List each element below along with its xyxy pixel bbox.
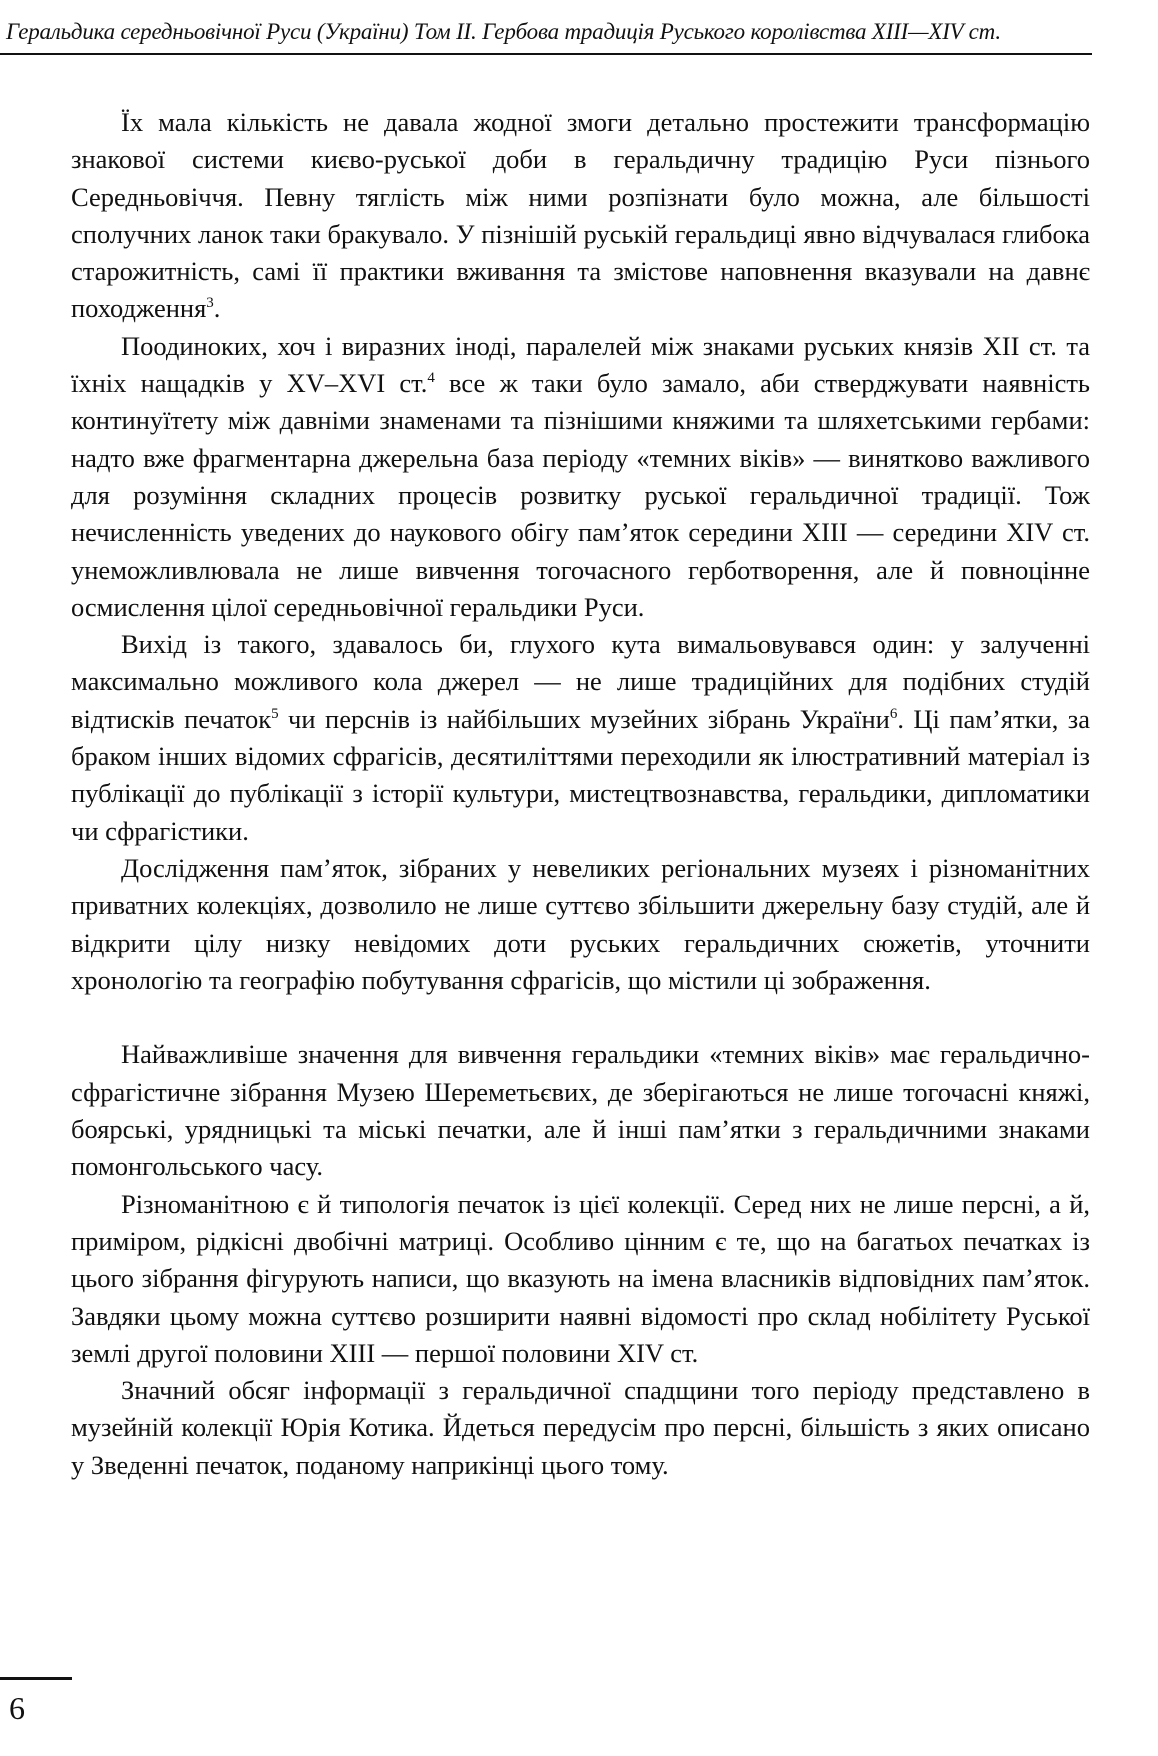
header-rule — [0, 53, 1092, 55]
paragraph-text: Їх мала кількість не давала жодної змоги детально простежити трансформацію знакової системи києво-руської доби в геральдичну традицію Руси пізнього Середньовіччя. Певну тяглість між ними розпізнати було можна, але більшості сполучних ланок таки бракувало. У пізнішій руській геральдиці явно відчувалася глибока старожитність, самі її практики вживання та змістове наповнення вказували на давнє походження — [71, 107, 1090, 324]
paragraph-text: Значний обсяг інформації з геральдичної спадщини того періоду представлено в музейній колекції Юрія Котика. Йдеться передусім про персні, більшість з яких описано у Зведенні печаток, поданому наприкінці цього тому. — [71, 1375, 1090, 1480]
page-number: 6 — [9, 1690, 25, 1726]
paragraph-text: Дослідження пам’яток, зібраних у невеликих регіональних музеях і різноманітних приватних колекціях, дозволило не лише суттєво збільшити джерельну базу студій, але й відкрити цілу низку невідомих доти руських геральдичних сюжетів, уточнити хронологію та географію побутування сфрагісів, що містили ці зображення. — [71, 852, 1090, 995]
paragraph — [71, 1186, 1090, 1372]
paragraph — [71, 626, 1090, 850]
paragraph-text: все ж таки було замало, аби стверджувати наявність континуїтету між давніми знаменами та пізнішими княжими та шляхетськими гербами: надто вже фрагментарна джерельна база періоду «темних віків» — винятково важливого для розуміння складних процесів розвитку руської геральдичної традиції. Тож нечисленність уведених до наукового обігу пам’яток середини XIII — середини XIV ст. унеможливлювала не лише вивчення тогочасного герботворення, але й повноцінне осмислення цілої середньовічної геральдики Руси. — [71, 368, 1090, 622]
footnote-ref[interactable]: 3 — [206, 295, 214, 312]
paragraph-text: чи перснів із найбільших музейних зібрань України — [278, 703, 890, 734]
paragraph — [71, 1036, 1090, 1185]
paragraph — [71, 104, 1090, 328]
paragraph-text: Найважливіше значення для вивчення геральдики «темних віків» має геральдично-сфрагістичне зібрання Музею Шереметьєвих, де зберігаються не лише тогочасні княжі, боярські, урядницькі та міські печатки, але й інші пам’ятки з геральдичними знаками помонгольського часу. — [71, 1039, 1090, 1182]
paragraph-text: Поодиноких, хоч і виразних іноді, паралелей між знаками руських князів XII ст. та їхніх нащадків у XV–XVI ст. — [71, 330, 1090, 399]
body-text — [71, 104, 1090, 1484]
paragraph-text: Вихід із такого, здавалось би, глухого кута вимальовувався один: у залученні максимально можливого кола джерел — не лише традиційних для подібних студій відтисків печаток — [71, 629, 1090, 734]
footer-rule — [0, 1677, 72, 1680]
running-head: Геральдика середньовічної Руси (України) Том II. Гербова традиція Руського королівства XIII—XIV ст. — [6, 19, 1001, 44]
paragraph — [71, 850, 1090, 999]
paragraph — [71, 328, 1090, 626]
paragraph-text: . — [213, 293, 221, 324]
footnote-ref[interactable]: 4 — [427, 370, 435, 387]
footnote-ref[interactable]: 6 — [889, 705, 898, 722]
paragraph — [71, 1372, 1090, 1484]
paragraph-text: . Ці пам’ятки, за браком інших відомих сфрагісів, десятиліттями переходили як ілюстративний матеріал із публікації до публікації з історії культури, мистецтвознавства, геральдики, дипломатики чи сфрагістики. — [71, 703, 1090, 846]
footnote-ref[interactable]: 5 — [271, 705, 279, 722]
paragraph-text: Різноманітною є й типологія печаток із цієї колекції. Серед них не лише персні, а й, приміром, рідкісні двобічні матриці. Особливо цінним є те, що на багатьох печатках із цього зібрання фігурують написи, що вказують на імена власників відповідних пам’яток. Завдяки цьому можна суттєво розширити наявні відомості про склад нобілітету Руської землі другої половини XIII — першої половини XIV ст. — [71, 1188, 1090, 1368]
